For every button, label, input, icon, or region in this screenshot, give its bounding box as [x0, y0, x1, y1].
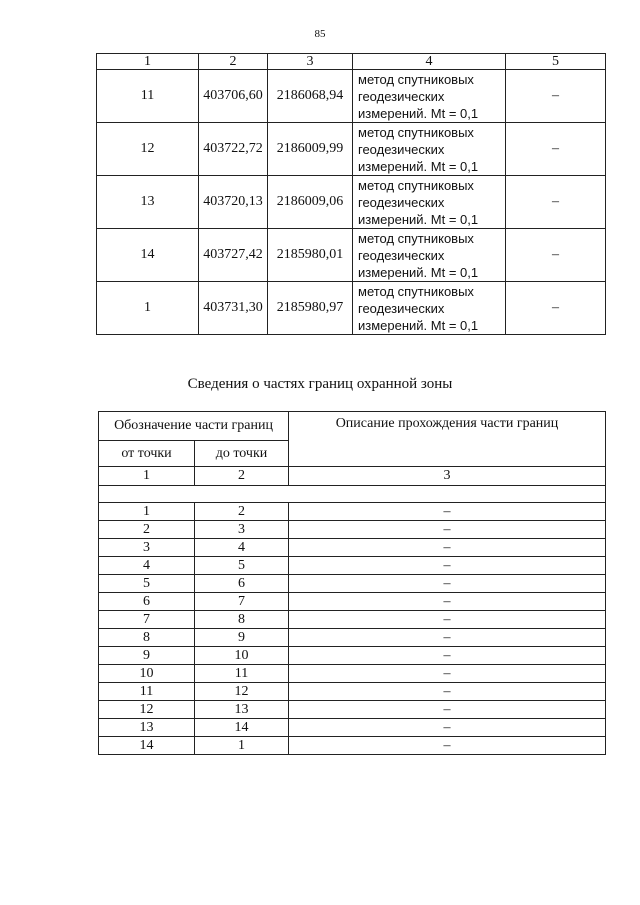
extra-cell: –	[506, 176, 606, 229]
table-row	[99, 521, 606, 539]
table-row	[99, 575, 606, 593]
coordinates-header-cell: 1	[97, 54, 199, 70]
from-point: 13	[99, 719, 195, 737]
coordinates-table	[96, 53, 606, 335]
to-point: 7	[195, 593, 289, 611]
from-point: 7	[99, 611, 195, 629]
table-row	[97, 123, 606, 176]
coord-y: 2185980,01	[268, 229, 353, 282]
table-row	[99, 719, 606, 737]
method-line: измерений. Mt = 0,1	[358, 317, 479, 333]
point-number: 12	[97, 123, 199, 176]
from-point: 14	[99, 737, 195, 755]
description: –	[289, 521, 606, 539]
coordinates-header-cell: 3	[268, 54, 353, 70]
to-point: 11	[195, 665, 289, 683]
method-line: геодезических	[358, 141, 445, 157]
coord-y: 2185980,97	[268, 282, 353, 335]
coordinates-header-cell: 2	[199, 54, 268, 70]
coord-y: 2186009,99	[268, 123, 353, 176]
method-line: геодезических	[358, 194, 445, 210]
description: –	[289, 557, 606, 575]
from-point: 3	[99, 539, 195, 557]
from-point: 9	[99, 647, 195, 665]
to-point: 1	[195, 737, 289, 755]
table-row	[99, 737, 606, 755]
description: –	[289, 539, 606, 557]
coord-x: 403727,42	[199, 229, 268, 282]
coord-x: 403731,30	[199, 282, 268, 335]
method-line: метод спутниковых	[358, 283, 474, 299]
description: –	[289, 665, 606, 683]
table-row	[99, 611, 606, 629]
table-row	[97, 282, 606, 335]
to-point: 13	[195, 701, 289, 719]
from-point: 4	[99, 557, 195, 575]
coordinates-header-cell: 5	[506, 54, 606, 70]
method-cell	[353, 229, 506, 282]
to-point: 6	[195, 575, 289, 593]
to-point: 12	[195, 683, 289, 701]
point-number: 14	[97, 229, 199, 282]
to-point: 14	[195, 719, 289, 737]
description: –	[289, 719, 606, 737]
from-point: 6	[99, 593, 195, 611]
method-line: геодезических	[358, 300, 445, 316]
table-row	[97, 176, 606, 229]
coord-x: 403720,13	[199, 176, 268, 229]
section-title: Сведения о частях границ охранной зоны	[187, 376, 453, 392]
from-point: 10	[99, 665, 195, 683]
to-point: 2	[195, 503, 289, 521]
method-line: измерений. Mt = 0,1	[358, 264, 479, 280]
from-point: 11	[99, 683, 195, 701]
table-row	[99, 629, 606, 647]
to-point: 4	[195, 539, 289, 557]
point-number: 1	[97, 282, 199, 335]
coordinates-header-cell: 4	[353, 54, 506, 70]
to-point: 10	[195, 647, 289, 665]
header-from-point: от точки	[99, 441, 195, 467]
from-point: 8	[99, 629, 195, 647]
table-row	[99, 683, 606, 701]
column-number: 3	[289, 467, 606, 486]
extra-cell: –	[506, 70, 606, 123]
table-row	[97, 229, 606, 282]
from-point: 1	[99, 503, 195, 521]
header-parts-designation: Обозначение части границ	[99, 412, 289, 441]
table-row	[99, 557, 606, 575]
coord-x: 403706,60	[199, 70, 268, 123]
from-point: 2	[99, 521, 195, 539]
header-to-point: до точки	[195, 441, 289, 467]
description: –	[289, 611, 606, 629]
method-line: измерений. Mt = 0,1	[358, 211, 479, 227]
coord-y: 2186068,94	[268, 70, 353, 123]
table-row	[99, 503, 606, 521]
table-row	[99, 647, 606, 665]
to-point: 8	[195, 611, 289, 629]
method-cell	[353, 176, 506, 229]
table-row	[99, 701, 606, 719]
description: –	[289, 647, 606, 665]
from-point: 5	[99, 575, 195, 593]
column-number: 1	[99, 467, 195, 486]
to-point: 3	[195, 521, 289, 539]
table-row	[97, 70, 606, 123]
extra-cell: –	[506, 282, 606, 335]
coord-x: 403722,72	[199, 123, 268, 176]
description: –	[289, 629, 606, 647]
separator-cell	[99, 486, 606, 503]
method-cell	[353, 70, 506, 123]
description: –	[289, 575, 606, 593]
column-number: 2	[195, 467, 289, 486]
separator-row	[99, 486, 606, 503]
from-point: 12	[99, 701, 195, 719]
method-line: метод спутниковых	[358, 71, 474, 87]
point-number: 11	[97, 70, 199, 123]
extra-cell: –	[506, 229, 606, 282]
parts-header-row	[99, 412, 606, 441]
method-line: измерений. Mt = 0,1	[358, 158, 479, 174]
coordinates-header-row	[97, 54, 606, 70]
method-line: геодезических	[358, 88, 445, 104]
description: –	[289, 683, 606, 701]
table-row	[99, 539, 606, 557]
method-cell	[353, 123, 506, 176]
table-row	[99, 665, 606, 683]
method-line: геодезических	[358, 247, 445, 263]
description: –	[289, 701, 606, 719]
extra-cell: –	[506, 123, 606, 176]
to-point: 5	[195, 557, 289, 575]
boundary-parts-table	[98, 411, 606, 755]
method-line: метод спутниковых	[358, 124, 474, 140]
method-line: метод спутниковых	[358, 177, 474, 193]
parts-number-row	[99, 467, 606, 486]
method-line: измерений. Mt = 0,1	[358, 105, 479, 121]
description: –	[289, 737, 606, 755]
point-number: 13	[97, 176, 199, 229]
description: –	[289, 593, 606, 611]
page-number: 85	[314, 28, 326, 40]
to-point: 9	[195, 629, 289, 647]
description: –	[289, 503, 606, 521]
method-cell	[353, 282, 506, 335]
table-row	[99, 593, 606, 611]
header-description: Описание прохождения части границ	[289, 412, 606, 467]
method-line: метод спутниковых	[358, 230, 474, 246]
coord-y: 2186009,06	[268, 176, 353, 229]
